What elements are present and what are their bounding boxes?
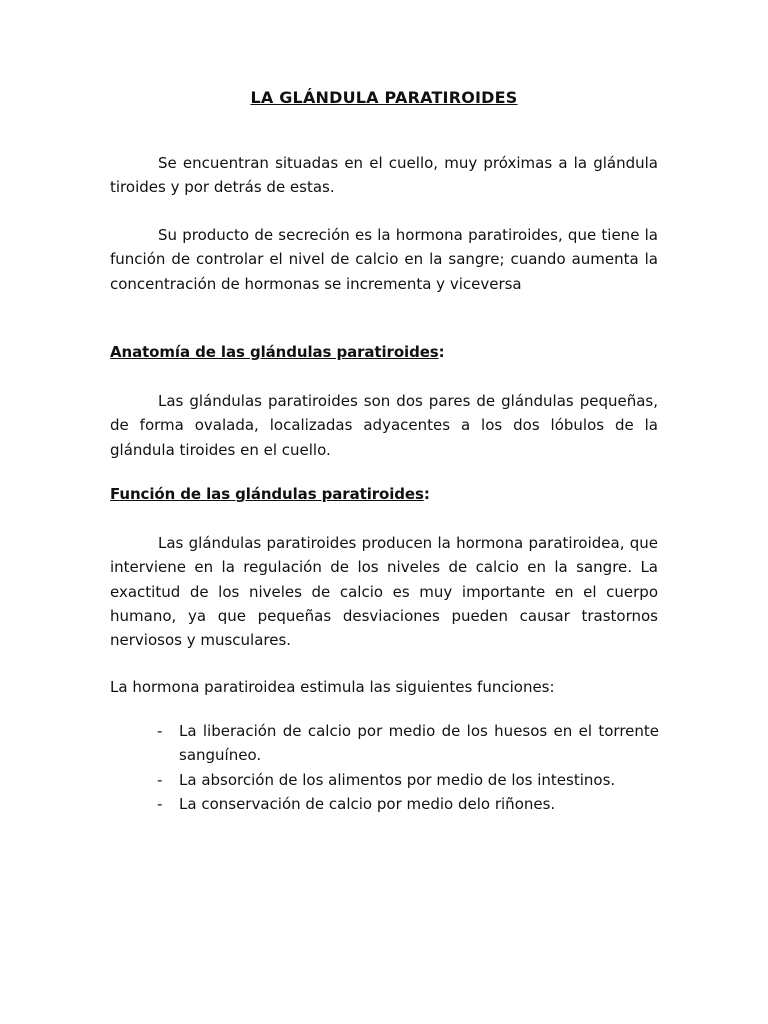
section-heading-anatomy-colon: :: [438, 343, 445, 361]
intro-paragraph-location: Se encuentran situadas en el cuello, muy próximas a la glándula tiroides y por detrás de estas.: [110, 154, 658, 197]
function-paragraph: Las glándulas paratiroides producen la hormona paratiroidea, que interviene en la regulación de los niveles de calcio en la sangre. La exactitud de los niveles de calcio es muy importante en el cuerpo humano, ya que pequeñas desviaciones pueden causar trastornos nerviosos y musculares.: [110, 534, 658, 650]
list-item: - La liberación de calcio por medio de los huesos en el torrente sanguíneo.: [156, 719, 659, 768]
section-heading-function-text: Función de las glándulas paratiroides: [110, 485, 424, 503]
document-title: LA GLÁNDULA PARATIROIDES: [250, 88, 518, 107]
list-item: - La conservación de calcio por medio delo riñones.: [156, 792, 659, 816]
section-heading-function: [110, 485, 658, 503]
intro-paragraph-secretion: Su producto de secreción es la hormona paratiroides, que tiene la función de controlar el nivel de calcio en la sangre; cuando aumenta la concentración de hormonas se incrementa y viceversa: [110, 226, 658, 293]
anatomy-paragraph: Las glándulas paratiroides son dos pares de glándulas pequeñas, de forma ovalada, localizadas adyacentes a los dos lóbulos de la glándula tiroides en el cuello.: [110, 392, 658, 459]
functions-list: [156, 719, 659, 816]
section-heading-anatomy: [110, 343, 658, 361]
list-intro: La hormona paratiroidea estimula las siguientes funciones:: [110, 678, 555, 696]
section-heading-anatomy-text: Anatomía de las glándulas paratiroides: [110, 343, 439, 361]
list-item: - La absorción de los alimentos por medio de los intestinos.: [156, 768, 659, 792]
section-heading-function-colon: :: [423, 485, 430, 503]
